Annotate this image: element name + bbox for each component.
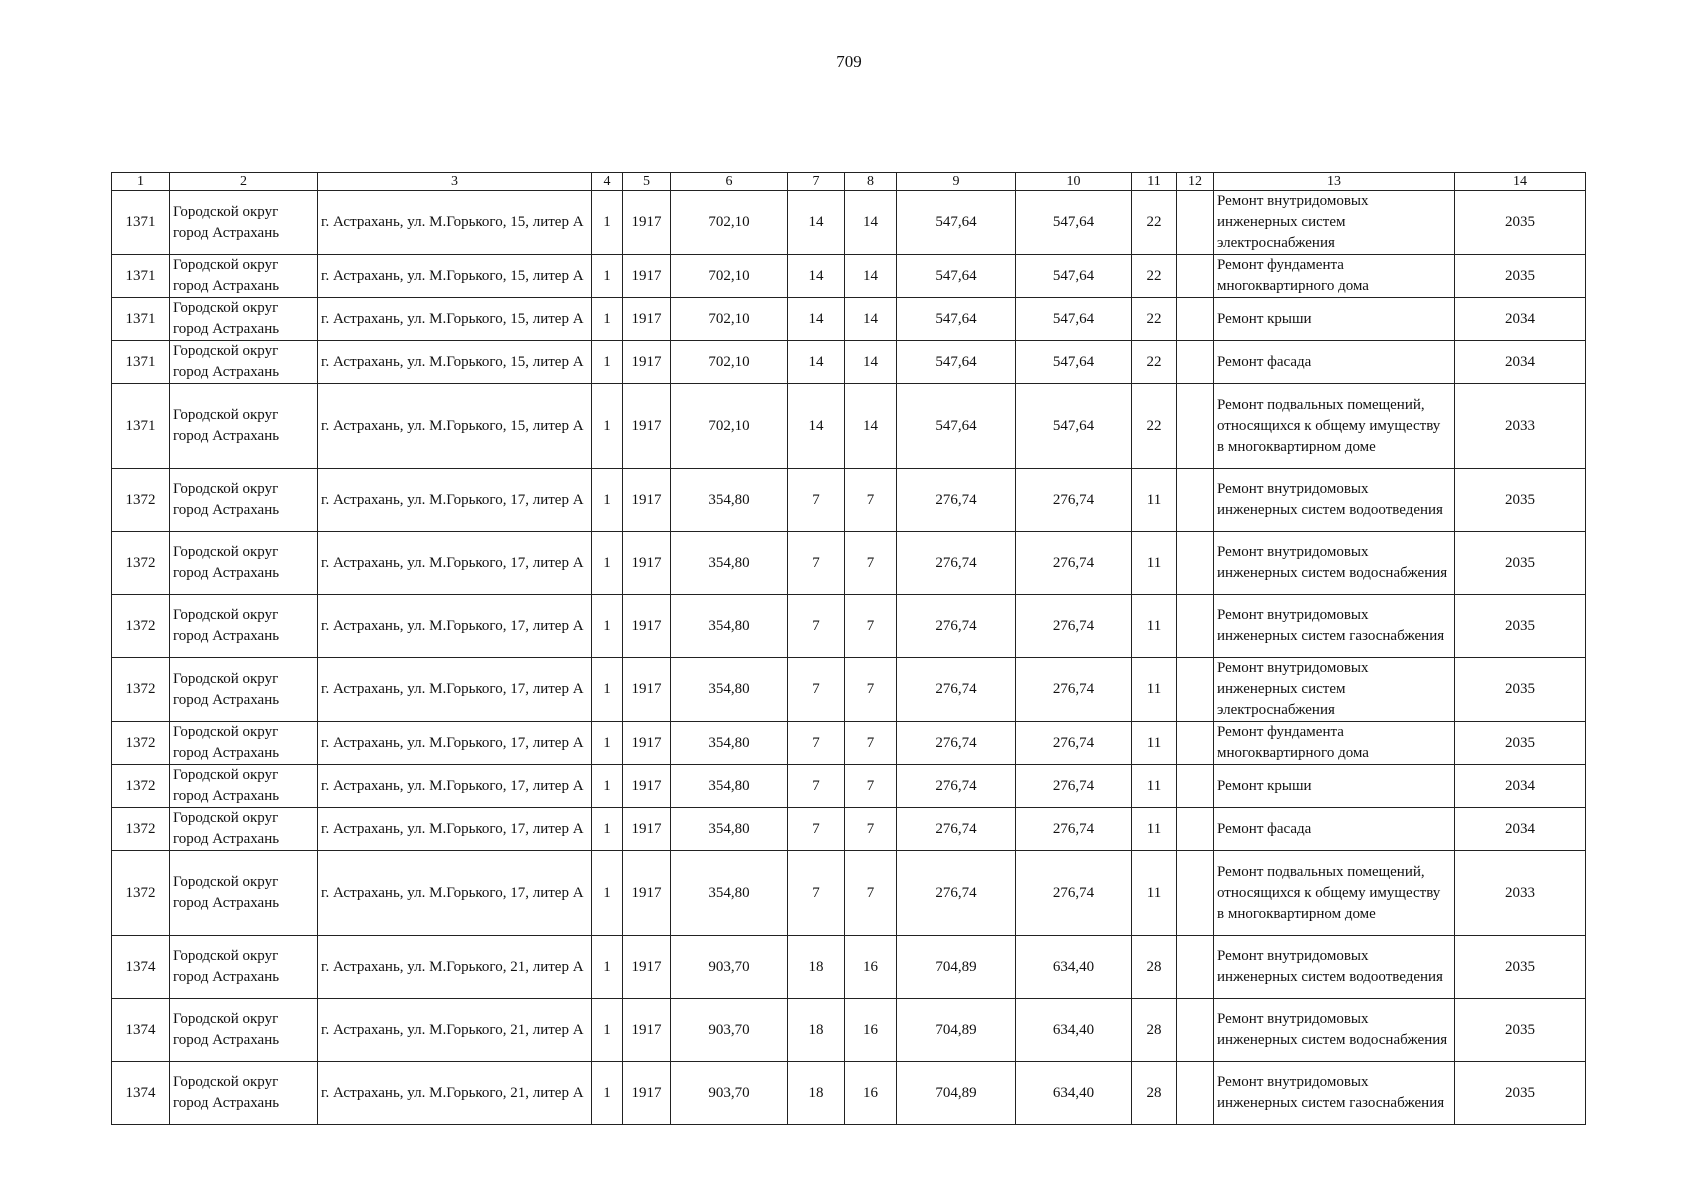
col-4-value-cell: 1	[592, 851, 623, 936]
col-10-area-cell: 547,64	[1016, 255, 1132, 298]
col-10-area-cell: 276,74	[1016, 469, 1132, 532]
col-4-value-cell: 1	[592, 658, 623, 722]
col-10-area-cell: 276,74	[1016, 765, 1132, 808]
row-number-cell: 1372	[112, 532, 170, 595]
column-header-5: 5	[623, 173, 671, 191]
page-number: 709	[836, 52, 862, 71]
row-number-cell: 1372	[112, 808, 170, 851]
year-built-cell: 1917	[623, 255, 671, 298]
col-8-value-cell: 14	[845, 191, 897, 255]
table-row	[112, 191, 1586, 255]
address-cell: г. Астрахань, ул. М.Горького, 21, литер А	[318, 999, 592, 1062]
col-4-value-cell: 1	[592, 722, 623, 765]
address-cell: г. Астрахань, ул. М.Горького, 15, литер А	[318, 255, 592, 298]
year-built-cell: 1917	[623, 808, 671, 851]
address-cell: г. Астрахань, ул. М.Горького, 17, литер А	[318, 722, 592, 765]
year-built-cell: 1917	[623, 1062, 671, 1125]
col-7-value-cell: 18	[788, 999, 845, 1062]
work-type-cell: Ремонт крыши	[1214, 298, 1455, 341]
col-9-area-cell: 276,74	[897, 808, 1016, 851]
year-built-cell: 1917	[623, 999, 671, 1062]
column-header-4: 4	[592, 173, 623, 191]
col-10-area-cell: 547,64	[1016, 298, 1132, 341]
year-built-cell: 1917	[623, 851, 671, 936]
col-9-area-cell: 547,64	[897, 255, 1016, 298]
col-10-area-cell: 276,74	[1016, 658, 1132, 722]
table-row	[112, 341, 1586, 384]
table-row	[112, 808, 1586, 851]
col-9-area-cell: 547,64	[897, 191, 1016, 255]
col-10-area-cell: 276,74	[1016, 532, 1132, 595]
col-11-count-cell: 11	[1132, 658, 1177, 722]
col-7-value-cell: 14	[788, 191, 845, 255]
planned-year-cell: 2034	[1455, 765, 1586, 808]
total-area-cell: 702,10	[671, 384, 788, 469]
table-row	[112, 595, 1586, 658]
col-4-value-cell: 1	[592, 341, 623, 384]
planned-year-cell: 2035	[1455, 191, 1586, 255]
col-9-area-cell: 547,64	[897, 341, 1016, 384]
work-type-cell: Ремонт фасада	[1214, 341, 1455, 384]
planned-year-cell: 2035	[1455, 936, 1586, 999]
table-row	[112, 469, 1586, 532]
col-12-value-cell	[1177, 936, 1214, 999]
row-number-cell: 1371	[112, 384, 170, 469]
col-4-value-cell: 1	[592, 999, 623, 1062]
col-9-area-cell: 276,74	[897, 765, 1016, 808]
col-9-area-cell: 276,74	[897, 595, 1016, 658]
col-9-area-cell: 276,74	[897, 532, 1016, 595]
municipality-cell: Городской округ город Астрахань	[170, 999, 318, 1062]
column-header-10: 10	[1016, 173, 1132, 191]
col-9-area-cell: 704,89	[897, 999, 1016, 1062]
col-7-value-cell: 14	[788, 341, 845, 384]
planned-year-cell: 2034	[1455, 298, 1586, 341]
work-type-cell: Ремонт подвальных помещений, относящихся к общему имуществу в многоквартирном доме	[1214, 384, 1455, 469]
col-10-area-cell: 276,74	[1016, 722, 1132, 765]
col-4-value-cell: 1	[592, 298, 623, 341]
planned-year-cell: 2035	[1455, 999, 1586, 1062]
work-type-cell: Ремонт внутридомовых инженерных систем газоснабжения	[1214, 595, 1455, 658]
col-12-value-cell	[1177, 191, 1214, 255]
address-cell: г. Астрахань, ул. М.Горького, 15, литер А	[318, 298, 592, 341]
column-header-3: 3	[318, 173, 592, 191]
col-7-value-cell: 7	[788, 722, 845, 765]
year-built-cell: 1917	[623, 595, 671, 658]
total-area-cell: 354,80	[671, 595, 788, 658]
col-12-value-cell	[1177, 341, 1214, 384]
capital-repair-table	[111, 172, 1586, 1125]
municipality-cell: Городской округ город Астрахань	[170, 595, 318, 658]
col-11-count-cell: 22	[1132, 298, 1177, 341]
year-built-cell: 1917	[623, 298, 671, 341]
col-8-value-cell: 14	[845, 341, 897, 384]
address-cell: г. Астрахань, ул. М.Горького, 15, литер А	[318, 191, 592, 255]
municipality-cell: Городской округ город Астрахань	[170, 851, 318, 936]
column-header-12: 12	[1177, 173, 1214, 191]
col-4-value-cell: 1	[592, 595, 623, 658]
address-cell: г. Астрахань, ул. М.Горького, 17, литер А	[318, 658, 592, 722]
col-9-area-cell: 704,89	[897, 936, 1016, 999]
address-cell: г. Астрахань, ул. М.Горького, 17, литер А	[318, 808, 592, 851]
column-header-14: 14	[1455, 173, 1586, 191]
row-number-cell: 1372	[112, 722, 170, 765]
col-11-count-cell: 22	[1132, 341, 1177, 384]
total-area-cell: 903,70	[671, 999, 788, 1062]
col-12-value-cell	[1177, 532, 1214, 595]
address-cell: г. Астрахань, ул. М.Горького, 21, литер А	[318, 1062, 592, 1125]
col-12-value-cell	[1177, 469, 1214, 532]
total-area-cell: 354,80	[671, 722, 788, 765]
col-12-value-cell	[1177, 765, 1214, 808]
address-cell: г. Астрахань, ул. М.Горького, 17, литер А	[318, 469, 592, 532]
total-area-cell: 354,80	[671, 469, 788, 532]
address-cell: г. Астрахань, ул. М.Горького, 17, литер А	[318, 851, 592, 936]
col-11-count-cell: 22	[1132, 191, 1177, 255]
table-row	[112, 384, 1586, 469]
col-10-area-cell: 276,74	[1016, 808, 1132, 851]
total-area-cell: 702,10	[671, 341, 788, 384]
column-header-2: 2	[170, 173, 318, 191]
col-12-value-cell	[1177, 1062, 1214, 1125]
total-area-cell: 702,10	[671, 298, 788, 341]
planned-year-cell: 2035	[1455, 595, 1586, 658]
col-11-count-cell: 28	[1132, 936, 1177, 999]
col-4-value-cell: 1	[592, 1062, 623, 1125]
planned-year-cell: 2034	[1455, 808, 1586, 851]
col-12-value-cell	[1177, 384, 1214, 469]
col-12-value-cell	[1177, 808, 1214, 851]
address-cell: г. Астрахань, ул. М.Горького, 17, литер А	[318, 765, 592, 808]
municipality-cell: Городской округ город Астрахань	[170, 658, 318, 722]
planned-year-cell: 2035	[1455, 469, 1586, 532]
municipality-cell: Городской округ город Астрахань	[170, 936, 318, 999]
col-8-value-cell: 7	[845, 532, 897, 595]
col-11-count-cell: 11	[1132, 765, 1177, 808]
year-built-cell: 1917	[623, 765, 671, 808]
table-row	[112, 532, 1586, 595]
work-type-cell: Ремонт подвальных помещений, относящихся к общему имуществу в многоквартирном доме	[1214, 851, 1455, 936]
col-8-value-cell: 14	[845, 384, 897, 469]
col-8-value-cell: 7	[845, 658, 897, 722]
col-11-count-cell: 22	[1132, 255, 1177, 298]
work-type-cell: Ремонт внутридомовых инженерных систем электроснабжения	[1214, 191, 1455, 255]
year-built-cell: 1917	[623, 722, 671, 765]
total-area-cell: 903,70	[671, 936, 788, 999]
planned-year-cell: 2035	[1455, 658, 1586, 722]
column-header-11: 11	[1132, 173, 1177, 191]
municipality-cell: Городской округ город Астрахань	[170, 808, 318, 851]
work-type-cell: Ремонт внутридомовых инженерных систем водоотведения	[1214, 936, 1455, 999]
total-area-cell: 903,70	[671, 1062, 788, 1125]
planned-year-cell: 2033	[1455, 851, 1586, 936]
col-12-value-cell	[1177, 999, 1214, 1062]
table-row	[112, 851, 1586, 936]
address-cell: г. Астрахань, ул. М.Горького, 15, литер А	[318, 341, 592, 384]
col-4-value-cell: 1	[592, 384, 623, 469]
column-header-13: 13	[1214, 173, 1455, 191]
col-11-count-cell: 28	[1132, 1062, 1177, 1125]
col-11-count-cell: 11	[1132, 722, 1177, 765]
col-7-value-cell: 18	[788, 1062, 845, 1125]
planned-year-cell: 2035	[1455, 255, 1586, 298]
col-9-area-cell: 276,74	[897, 469, 1016, 532]
municipality-cell: Городской округ город Астрахань	[170, 1062, 318, 1125]
col-11-count-cell: 11	[1132, 595, 1177, 658]
column-header-9: 9	[897, 173, 1016, 191]
col-8-value-cell: 7	[845, 469, 897, 532]
row-number-cell: 1372	[112, 851, 170, 936]
col-10-area-cell: 634,40	[1016, 999, 1132, 1062]
col-10-area-cell: 276,74	[1016, 595, 1132, 658]
col-8-value-cell: 7	[845, 765, 897, 808]
col-9-area-cell: 276,74	[897, 658, 1016, 722]
col-12-value-cell	[1177, 658, 1214, 722]
col-8-value-cell: 7	[845, 808, 897, 851]
col-9-area-cell: 704,89	[897, 1062, 1016, 1125]
table-body	[112, 191, 1586, 1125]
total-area-cell: 354,80	[671, 532, 788, 595]
column-header-7: 7	[788, 173, 845, 191]
work-type-cell: Ремонт внутридомовых инженерных систем водоотведения	[1214, 469, 1455, 532]
col-10-area-cell: 634,40	[1016, 936, 1132, 999]
col-7-value-cell: 7	[788, 595, 845, 658]
col-12-value-cell	[1177, 255, 1214, 298]
work-type-cell: Ремонт фундамента многоквартирного дома	[1214, 255, 1455, 298]
municipality-cell: Городской округ город Астрахань	[170, 298, 318, 341]
planned-year-cell: 2035	[1455, 532, 1586, 595]
table-row	[112, 936, 1586, 999]
col-8-value-cell: 16	[845, 936, 897, 999]
row-number-cell: 1371	[112, 191, 170, 255]
total-area-cell: 702,10	[671, 255, 788, 298]
table-row	[112, 255, 1586, 298]
row-number-cell: 1372	[112, 595, 170, 658]
total-area-cell: 354,80	[671, 808, 788, 851]
header-row	[112, 173, 1586, 191]
row-number-cell: 1371	[112, 341, 170, 384]
municipality-cell: Городской округ город Астрахань	[170, 255, 318, 298]
planned-year-cell: 2034	[1455, 341, 1586, 384]
year-built-cell: 1917	[623, 532, 671, 595]
column-number-header	[112, 173, 1586, 191]
column-header-8: 8	[845, 173, 897, 191]
col-10-area-cell: 547,64	[1016, 191, 1132, 255]
col-8-value-cell: 7	[845, 595, 897, 658]
municipality-cell: Городской округ город Астрахань	[170, 341, 318, 384]
col-7-value-cell: 18	[788, 936, 845, 999]
total-area-cell: 354,80	[671, 658, 788, 722]
table-row	[112, 298, 1586, 341]
total-area-cell: 702,10	[671, 191, 788, 255]
col-7-value-cell: 14	[788, 255, 845, 298]
year-built-cell: 1917	[623, 191, 671, 255]
year-built-cell: 1917	[623, 936, 671, 999]
col-11-count-cell: 11	[1132, 469, 1177, 532]
column-header-6: 6	[671, 173, 788, 191]
col-10-area-cell: 547,64	[1016, 384, 1132, 469]
col-9-area-cell: 276,74	[897, 722, 1016, 765]
municipality-cell: Городской округ город Астрахань	[170, 469, 318, 532]
col-11-count-cell: 11	[1132, 808, 1177, 851]
municipality-cell: Городской округ город Астрахань	[170, 191, 318, 255]
col-7-value-cell: 14	[788, 384, 845, 469]
col-7-value-cell: 7	[788, 765, 845, 808]
column-header-1: 1	[112, 173, 170, 191]
col-8-value-cell: 16	[845, 999, 897, 1062]
address-cell: г. Астрахань, ул. М.Горького, 15, литер А	[318, 384, 592, 469]
col-4-value-cell: 1	[592, 532, 623, 595]
col-11-count-cell: 22	[1132, 384, 1177, 469]
work-type-cell: Ремонт внутридомовых инженерных систем водоснабжения	[1214, 532, 1455, 595]
col-12-value-cell	[1177, 298, 1214, 341]
col-9-area-cell: 547,64	[897, 298, 1016, 341]
col-4-value-cell: 1	[592, 808, 623, 851]
table-row	[112, 1062, 1586, 1125]
col-7-value-cell: 7	[788, 469, 845, 532]
work-type-cell: Ремонт внутридомовых инженерных систем электроснабжения	[1214, 658, 1455, 722]
col-8-value-cell: 16	[845, 1062, 897, 1125]
work-type-cell: Ремонт фасада	[1214, 808, 1455, 851]
col-9-area-cell: 276,74	[897, 851, 1016, 936]
col-10-area-cell: 276,74	[1016, 851, 1132, 936]
municipality-cell: Городской округ город Астрахань	[170, 384, 318, 469]
col-11-count-cell: 11	[1132, 851, 1177, 936]
table-row	[112, 999, 1586, 1062]
work-type-cell: Ремонт фундамента многоквартирного дома	[1214, 722, 1455, 765]
col-8-value-cell: 14	[845, 255, 897, 298]
municipality-cell: Городской округ город Астрахань	[170, 722, 318, 765]
col-4-value-cell: 1	[592, 936, 623, 999]
col-8-value-cell: 7	[845, 722, 897, 765]
row-number-cell: 1374	[112, 999, 170, 1062]
col-7-value-cell: 7	[788, 532, 845, 595]
table-row	[112, 722, 1586, 765]
col-4-value-cell: 1	[592, 255, 623, 298]
col-12-value-cell	[1177, 595, 1214, 658]
col-4-value-cell: 1	[592, 191, 623, 255]
col-10-area-cell: 634,40	[1016, 1062, 1132, 1125]
municipality-cell: Городской округ город Астрахань	[170, 765, 318, 808]
work-type-cell: Ремонт внутридомовых инженерных систем водоснабжения	[1214, 999, 1455, 1062]
table-row	[112, 765, 1586, 808]
row-number-cell: 1372	[112, 765, 170, 808]
work-type-cell: Ремонт внутридомовых инженерных систем газоснабжения	[1214, 1062, 1455, 1125]
col-7-value-cell: 14	[788, 298, 845, 341]
year-built-cell: 1917	[623, 658, 671, 722]
address-cell: г. Астрахань, ул. М.Горького, 21, литер А	[318, 936, 592, 999]
col-12-value-cell	[1177, 851, 1214, 936]
col-4-value-cell: 1	[592, 765, 623, 808]
table-row	[112, 658, 1586, 722]
total-area-cell: 354,80	[671, 851, 788, 936]
col-8-value-cell: 7	[845, 851, 897, 936]
col-12-value-cell	[1177, 722, 1214, 765]
row-number-cell: 1371	[112, 298, 170, 341]
year-built-cell: 1917	[623, 384, 671, 469]
planned-year-cell: 2033	[1455, 384, 1586, 469]
col-11-count-cell: 11	[1132, 532, 1177, 595]
row-number-cell: 1372	[112, 469, 170, 532]
col-7-value-cell: 7	[788, 851, 845, 936]
col-11-count-cell: 28	[1132, 999, 1177, 1062]
col-4-value-cell: 1	[592, 469, 623, 532]
col-9-area-cell: 547,64	[897, 384, 1016, 469]
row-number-cell: 1374	[112, 936, 170, 999]
year-built-cell: 1917	[623, 341, 671, 384]
col-7-value-cell: 7	[788, 808, 845, 851]
planned-year-cell: 2035	[1455, 722, 1586, 765]
address-cell: г. Астрахань, ул. М.Горького, 17, литер А	[318, 532, 592, 595]
work-type-cell: Ремонт крыши	[1214, 765, 1455, 808]
year-built-cell: 1917	[623, 469, 671, 532]
address-cell: г. Астрахань, ул. М.Горького, 17, литер А	[318, 595, 592, 658]
col-8-value-cell: 14	[845, 298, 897, 341]
row-number-cell: 1374	[112, 1062, 170, 1125]
col-10-area-cell: 547,64	[1016, 341, 1132, 384]
row-number-cell: 1372	[112, 658, 170, 722]
total-area-cell: 354,80	[671, 765, 788, 808]
municipality-cell: Городской округ город Астрахань	[170, 532, 318, 595]
row-number-cell: 1371	[112, 255, 170, 298]
col-7-value-cell: 7	[788, 658, 845, 722]
planned-year-cell: 2035	[1455, 1062, 1586, 1125]
